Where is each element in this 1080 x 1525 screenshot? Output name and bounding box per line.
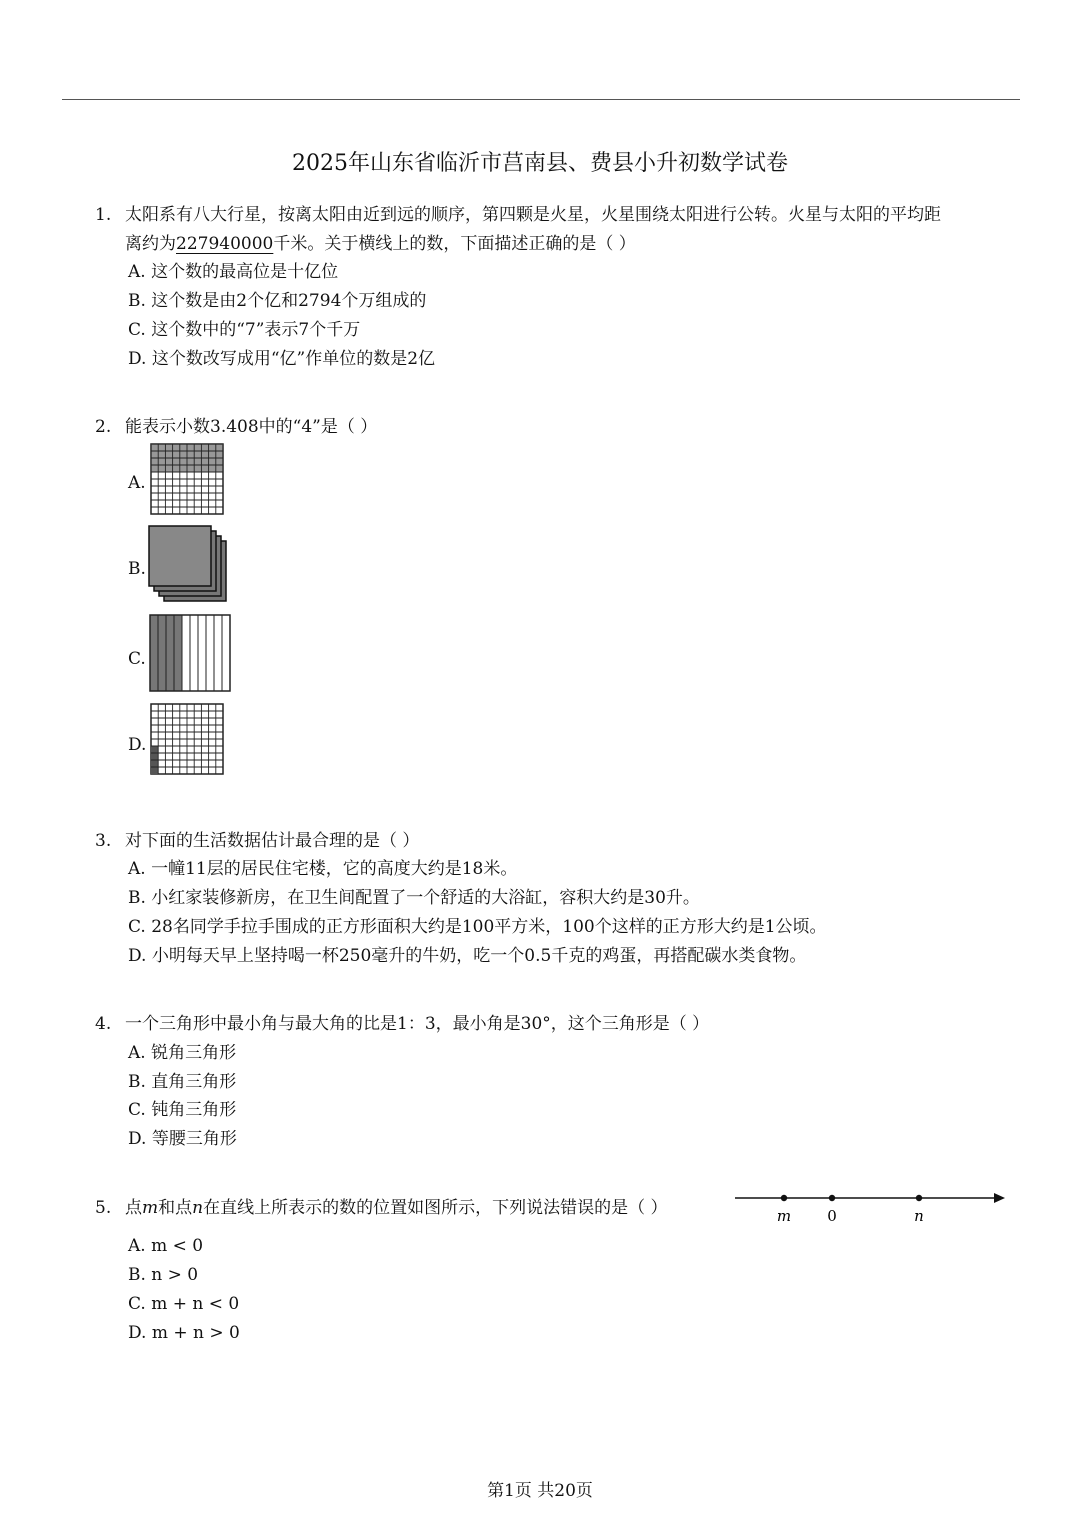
option-d: D. 等腰三角形 (128, 1129, 237, 1149)
page-footer: 第1页 共20页 (487, 1481, 593, 1501)
hundred-grid-figure-d (150, 703, 224, 775)
question-stem-line1: 太阳系有八大行星，按离太阳由近到远的顺序，第四颗是火星，火星围绕太阳进行公转。火星与太阳的平均距 (125, 205, 941, 225)
question-stem: 对下面的生活数据估计最合理的是（ ） (125, 831, 420, 851)
option-b: B. 这个数是由2个亿和2794个万组成的 (128, 291, 427, 311)
point-label-m: m (776, 1207, 792, 1225)
question-stem-line2 (125, 230, 636, 258)
stem-text: 和点 (158, 1198, 193, 1218)
option-b: B. 小红家装修新房，在卫生间配置了一个舒适的大浴缸，容积大约是30升。 (128, 888, 700, 908)
option-b-label: B. (128, 559, 146, 579)
stem-text: 在直线上所表示的数的位置如图所示，下列说法错误的是（ ） (203, 1198, 668, 1218)
question-number: 4. (95, 1014, 112, 1034)
stem-text: 点 (125, 1198, 142, 1218)
header-rule (62, 99, 1020, 100)
option-a-label: A. (128, 473, 146, 493)
option-c-label: C. (128, 649, 146, 669)
option-d-label: D. (128, 735, 147, 755)
option-d: D. m + n > 0 (128, 1323, 240, 1343)
option-c: C. 这个数中的“7”表示7个千万 (128, 320, 361, 340)
stem-text: 千米。关于横线上的数，下面描述正确的是（ ） (273, 234, 636, 254)
option-c: C. 钝角三角形 (128, 1100, 237, 1120)
exam-title: 2025年山东省临沂市莒南县、费县小升初数学试卷 (292, 151, 788, 176)
point-label-n: n (914, 1207, 924, 1225)
number-line-figure (733, 1186, 1013, 1226)
question-number: 2. (95, 417, 112, 437)
question-stem (125, 1194, 667, 1222)
option-c: C. m + n < 0 (128, 1294, 240, 1314)
question-number: 3. (95, 831, 112, 851)
option-c: C. 28名同学手拉手围成的正方形面积大约是100平方米，100个这样的正方形大约是1公顷。 (128, 917, 827, 937)
question-number: 5. (95, 1198, 112, 1218)
option-a: A. 这个数的最高位是十亿位 (128, 262, 339, 282)
hundred-grid-figure-a (150, 443, 224, 515)
tenths-bar-figure-c (149, 614, 231, 692)
option-b: B. n > 0 (128, 1265, 199, 1285)
option-d: D. 这个数改写成用“亿”作单位的数是2亿 (128, 349, 436, 369)
stem-text: 离约为 (125, 234, 176, 254)
variable-n: n (192, 1198, 204, 1218)
variable-m: m (142, 1198, 159, 1218)
question-stem: 一个三角形中最小角与最大角的比是1：3，最小角是30°，这个三角形是（ ） (125, 1014, 710, 1034)
question-stem: 能表示小数3.408中的“4”是（ ） (125, 417, 378, 437)
option-d: D. 小明每天早上坚持喝一杯250毫升的牛奶，吃一个0.5千克的鸡蛋，再搭配碳水类食物。 (128, 946, 807, 966)
stacked-squares-figure-b (148, 525, 230, 605)
option-a: A. m < 0 (128, 1236, 204, 1256)
option-b: B. 直角三角形 (128, 1072, 237, 1092)
underlined-number: 227940000 (176, 234, 274, 254)
point-label-zero: 0 (827, 1207, 837, 1225)
question-number: 1. (95, 205, 112, 225)
option-a: A. 锐角三角形 (128, 1043, 237, 1063)
option-a: A. 一幢11层的居民住宅楼，它的高度大约是18米。 (128, 859, 518, 879)
